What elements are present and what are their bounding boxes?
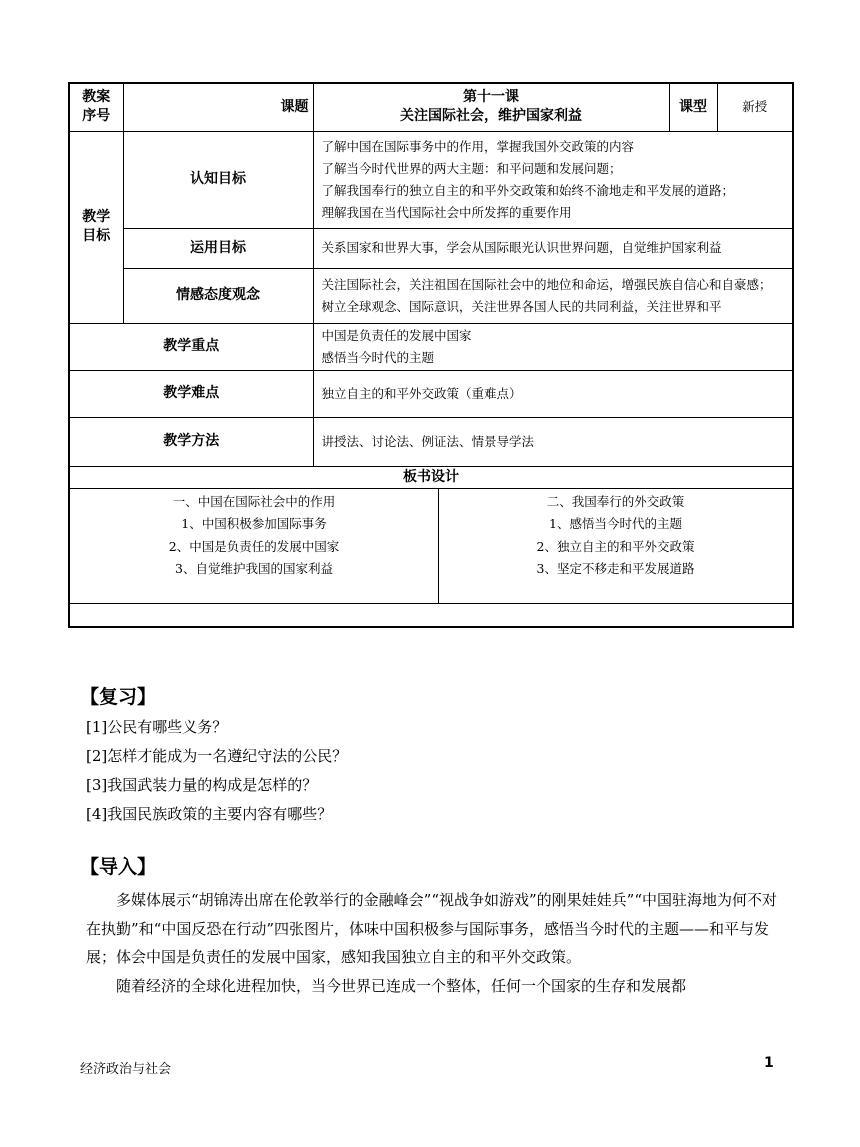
intro-paragraph: 多媒体展示“胡锦涛出席在伦敦举行的金融峰会”“视战争如游戏”的刚果娃娃兵”“中国驻海地为何不对在执勤”和“中国反恐在行动”四张图片，体味中国积极参与国际事务，感悟当今时代的主题——和平与发展；体会中国是负责任的发展中国家，感知我国独立自主的和平外交政策。 [86, 891, 778, 966]
method-content: 讲授法、讨论法、例证法、情景导学法 [313, 417, 793, 466]
board-right-line: 1、感悟当今时代的主题 [549, 516, 682, 531]
board-left-line: 一、中国在国际社会中的作用 [172, 493, 336, 509]
board-left-line: 2、中国是负责任的发展中国家 [168, 538, 340, 554]
page-number: 1 [764, 1055, 774, 1071]
goal-line: 了解我国奉行的独立自主的和平外交政策和始终不渝地走和平发展的道路； [321, 182, 735, 198]
difficulty-label: 教学难点 [69, 370, 313, 417]
type-value: 新授 [717, 83, 793, 131]
goal-label-cognitive: 认知目标 [123, 131, 313, 228]
board-empty-row [69, 603, 793, 627]
review-item: [3]我国武装力量的构成是怎样的？ [86, 776, 318, 794]
key-point: 中国是负责任的发展中国家 [321, 327, 472, 343]
type-label: 课型 [669, 83, 717, 131]
key-points-label: 教学重点 [69, 323, 313, 370]
board-right-line: 二、我国奉行的外交政策 [546, 493, 685, 509]
review-title: 【复习】 [80, 686, 157, 708]
goal-label-emotion: 情感态度观念 [123, 268, 313, 323]
review-item: [1]公民有哪些义务？ [86, 718, 228, 736]
board-left [70, 489, 439, 603]
method-label: 教学方法 [69, 417, 313, 466]
goal-line: 关注国际社会，关注祖国在国际社会中的地位和命运，增强民族自信心和自豪感； [321, 276, 772, 292]
goals-label: 教学 目标 [69, 131, 123, 323]
goal-label-application: 运用目标 [123, 228, 313, 268]
topic-line-2: 关注国际社会，维护国家利益 [400, 108, 582, 125]
goal-content-application [313, 228, 793, 268]
intro-paragraph: 随着经济的全球化进程加快，当今世界已连成一个整体，任何一个国家的生存和发展都 [116, 976, 687, 995]
board-left-line: 3、自觉维护我国的国家利益 [175, 561, 333, 576]
intro-title: 【导入】 [80, 856, 157, 878]
board-design-content [69, 488, 793, 603]
board-design-label: 板书设计 [69, 466, 793, 488]
difficulty-content: 独立自主的和平外交政策（重难点） [313, 370, 793, 417]
intro-body [86, 886, 786, 1000]
goal-line: 了解当今时代世界的两大主题：和平问题和发展问题； [321, 160, 622, 176]
topic-line-1: 第十一课 [463, 89, 519, 106]
key-point: 感悟当今时代的主题 [321, 349, 435, 365]
goal-line: 树立全球观念、国际意识，关注世界各国人民的共同利益，关注世界和平 [321, 298, 722, 314]
goal-content-cognitive [313, 131, 793, 228]
goal-content-emotion [313, 268, 793, 323]
footer-subject: 经济政治与社会 [80, 1062, 172, 1077]
lesson-plan-table [68, 82, 794, 628]
key-points-content [313, 323, 793, 370]
lesson-no-value [123, 83, 313, 131]
review-item: [2]怎样才能成为一名遵纪守法的公民？ [86, 747, 348, 765]
review-item: [4]我国民族政策的主要内容有哪些？ [86, 805, 333, 823]
topic-label: 课题 [280, 98, 309, 115]
goal-line: 了解中国在国际事务中的作用，掌握我国外交政策的内容 [321, 138, 635, 154]
board-right-line: 3、坚定不移走和平发展道路 [536, 561, 695, 576]
goal-line: 关系国家和世界大事，学会从国际眼光认识世界问题，自觉维护国家利益 [321, 240, 722, 255]
board-right [439, 489, 793, 603]
board-left-line: 1、中国积极参加国际事务 [181, 516, 327, 531]
lesson-no-label: 教案 序号 [69, 83, 123, 131]
goal-line: 理解我国在当代国际社会中所发挥的重要作用 [321, 204, 572, 220]
topic-title [313, 83, 669, 131]
board-right-line: 2、独立自主的和平外交政策 [536, 538, 695, 554]
